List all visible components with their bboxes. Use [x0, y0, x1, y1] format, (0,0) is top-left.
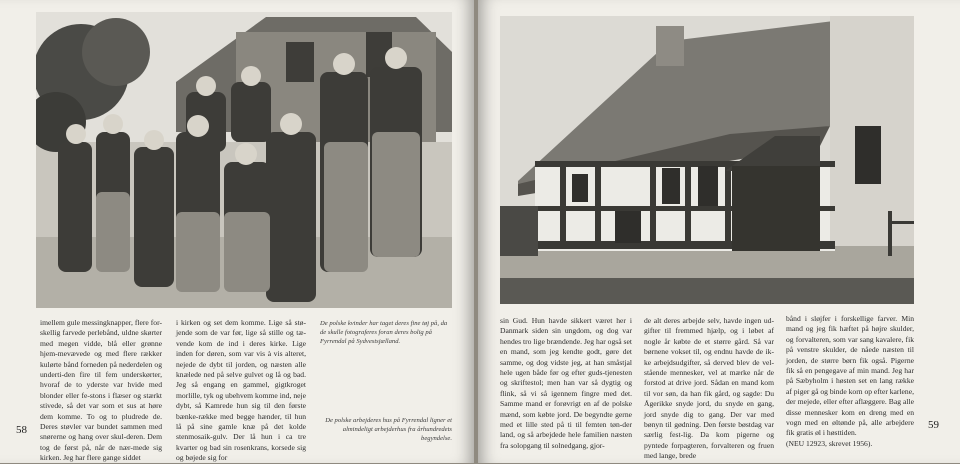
right-col3-text: bånd i sløjfer i forskellige farver. Min mand og jeg fik hæftet på højre skulder, og forvalteren, som var sang kavalere, fik på venstre skulder, de nåede næsten til jorden, de større børn fik også. Pigerne fik så en pengegave af min mand. Jeg har på Sæbyholm i høsten set en lang række af piger gå og binde korn op efter karlene, der mejede, eller efter aflæggere. Bag alle disse mennesker kom en dreng med en vogn med en øltønde på, alle arbejdere fik gratis øl i høsttiden.	[786, 314, 914, 438]
right-text-column-2	[644, 316, 774, 461]
left-text-column-1	[40, 318, 162, 463]
photo-polish-women	[36, 12, 452, 308]
source-note: (NEU 12923, skrevet 1956).	[786, 438, 873, 448]
right-page	[478, 0, 960, 463]
left-page	[0, 0, 474, 463]
left-col2-text: i kirken og set dem komme. Lige så stø-jende som de var før, lige så stille og tæ-vende kom de ind i deres kirke. Lige inden for døren, som var vis à vis alteret, nejede de dybt til jorden, og næsten alle knælede ned på selve gulvet og lå og bad. Jeg så engang en gammel, gigtkroget morlille, tyk og ubehvem komme ind, neje dybt, så Kamrede hun sig til den første bænke-række med begge hænder, til hun lå på sine gamle knæ på det kolde stenmosaik-gulv. Der lå hun i ca tre kvarter og bad sin rosenkrans, korsede sig og bøjede sig for	[176, 318, 306, 463]
page-number-right: 59	[928, 419, 939, 431]
right-col2-text: de alt deres arbejde selv, havde ingen ud-gifter til fremmed hjælp, og i løbet af nogle år købte de et større gård. Så var børnene vokset til, og endnu havde de ik-ke arbejdsudgifter, så derved blev de vel-stående mennesker, vel at mærke når de forstod at drive jord. Sådan en mand kom til vor søn, da han fik gård, og sagde: Du Ågerikke snyde jord, du snyde en gang, jord snyde dig to gang. Der var med bønyn til gødning. Den første bøstdag var særlig fest-lig. Da kom pigerne og pyntede forpagteren, forvalteren og fruen med lange, brede	[644, 316, 774, 461]
caption-house-photo: De polske arbejderes hus på Fyrrendal ligner et almindeligt arbejderhus fra århundredets begyndelse.	[325, 417, 452, 442]
left-col1-text: imellem gule messingknapper, flere for-skellig farvede perlebånd, uldne skørter med megen vidde, blå eller grønne hjem-mevævede og med flere rækker kulørte bånd forneden på nederdelen og underti-den fire til fem underskørter, hvoraf de to yderste var hvide med blonder eller fe-stons i flæser og stærkt stivede, så det var som et sus at høre dem komme. To og to pludrede de. Deres støvler var bundet sammen med snørerne og hang over skul-deren. Dem tog de først på, når de nær-mede sig kirken. Jeg har flere gange siddet	[40, 318, 162, 463]
caption-women-photo: De polske kvinder har taget deres fine tøj på, da de skulle fotograferes foran deres bolig på Fyrrendal på Sydvestsjælland.	[320, 320, 448, 345]
photo-workers-house	[500, 16, 914, 304]
right-col1-text: sin Gud. Hun havde sikkert været her i Danmark siden sin ungdom, og dog var hendes tro lige brændende. Jeg har også set en mand, som jeg kendte godt, gøre det samme, og dog vidste jeg, at han småstjal hele ugen både før og efter guds-tjenesten og skriftestol; men han var så dygtig og flink, så vi så igennem fingre med det. Samme mand er forøvrigt en af de polske mænd, som købte jord. De begyndte gerne med et lille sted på ti til femten tøn-der land, og så arbejdede hele familien næsten fra solopgang til solnedgang, gjor-	[500, 316, 632, 450]
right-text-column-3	[786, 314, 914, 446]
left-text-column-2	[176, 318, 306, 463]
page-number-left: 58	[16, 424, 27, 436]
right-text-column-1	[500, 316, 632, 450]
